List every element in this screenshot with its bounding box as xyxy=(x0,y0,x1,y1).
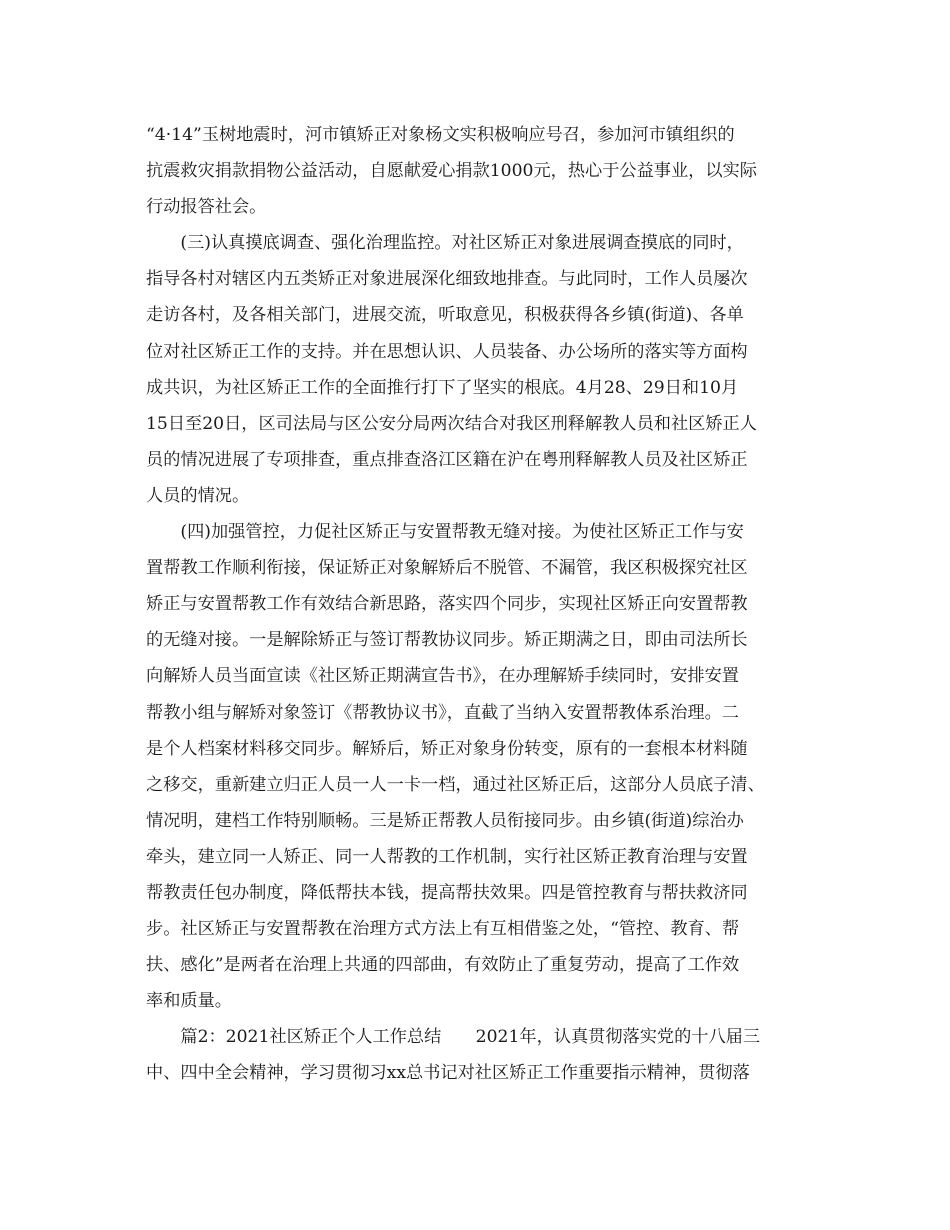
text-line: 矫正与安置帮教工作有效结合新思路，落实四个同步，实现社区矫正向安置帮教 xyxy=(146,594,748,615)
text-line: 情况明，建档工作特别顺畅。三是矫正帮教人员衔接同步。由乡镇(街道)综治办 xyxy=(146,810,744,831)
text-line: 员的情况进展了专项排查，重点排查洛江区籍在沪在粤刑释解教人员及社区矫正 xyxy=(146,449,748,470)
text-line: (三)认真摸底调查、强化治理监控。对社区矫正对象进展调查摸底的同时， xyxy=(146,233,744,254)
text-line: 的无缝对接。一是解除矫正与签订帮教协议同步。矫正期满之日，即由司法所长 xyxy=(146,630,748,651)
text-line: 扶、感化”是两者在治理上共通的四部曲，有效防止了重复劳动，提高了工作效 xyxy=(146,955,740,976)
text-line: 步。社区矫正与安置帮教在治理方式方法上有互相借鉴之处，“管控、教育、帮 xyxy=(146,919,740,940)
text-line: 15日至20日，区司法局与区公安分局两次结合对我区刑释解教人员和社区矫正人 xyxy=(146,413,757,434)
text-line: 人员的情况。 xyxy=(146,485,250,506)
text-line: 中、四中全会精神，学习贯彻习xx总书记对社区矫正工作重要指示精神，贯彻落 xyxy=(146,1063,750,1084)
text-line: 向解矫人员当面宣读《社区矫正期满宣告书》，在办理解矫手续同时，安排安置 xyxy=(146,666,739,687)
text-line: (四)加强管控，力促社区矫正与安置帮教无缝对接。为使社区矫正工作与安 xyxy=(146,522,744,543)
text-line: 位对社区矫正工作的支持。并在思想认识、人员装备、办公场所的落实等方面构 xyxy=(146,341,748,362)
text-line: 率和质量。 xyxy=(146,991,232,1012)
text-line: “4·14”玉树地震时，河市镇矫正对象杨文实积极响应号召，参加河市镇组织的 xyxy=(146,125,735,145)
text-line: 牵头，建立同一人矫正、同一人帮教的工作机制，实行社区矫正教育治理与安置 xyxy=(146,846,748,867)
text-line: 置帮教工作顺利衔接，保证矫正对象解矫后不脱管、不漏管，我区积极探究社区 xyxy=(146,558,748,579)
text-line: 走访各村，及各相关部门，进展交流，听取意见，积极获得各乡镇(街道)、各单 xyxy=(146,305,744,326)
text-line: 帮教责任包办制度，降低帮扶本钱，提高帮扶效果。四是管控教育与帮扶救济同 xyxy=(146,882,748,903)
text-line: 指导各村对辖区内五类矫正对象进展深化细致地排查。与此同时，工作人员屡次 xyxy=(146,269,748,290)
text-line: 抗震救灾捐款捐物公益活动，自愿献爱心捐款1000元，热心于公益事业，以实际 xyxy=(146,161,757,182)
text-line: 之移交，重新建立归正人员一人一卡一档，通过社区矫正后，这部分人员底子清、 xyxy=(146,774,765,795)
text-line: 篇2：2021社区矫正个人工作总结 2021年，认真贯彻落实党的十八届三 xyxy=(146,1027,761,1048)
text-line: 行动报答社会。 xyxy=(146,197,267,218)
text-line: 成共识，为社区矫正工作的全面推行打下了坚实的根底。4月28、29日和10月 xyxy=(146,377,739,398)
text-line: 是个人档案材料移交同步。解矫后，矫正对象身份转变，原有的一套根本材料随 xyxy=(146,738,748,759)
text-line: 帮教小组与解矫对象签订《帮教协议书》，直截了当纳入安置帮教体系治理。二 xyxy=(146,702,739,723)
document-body xyxy=(146,117,806,1092)
